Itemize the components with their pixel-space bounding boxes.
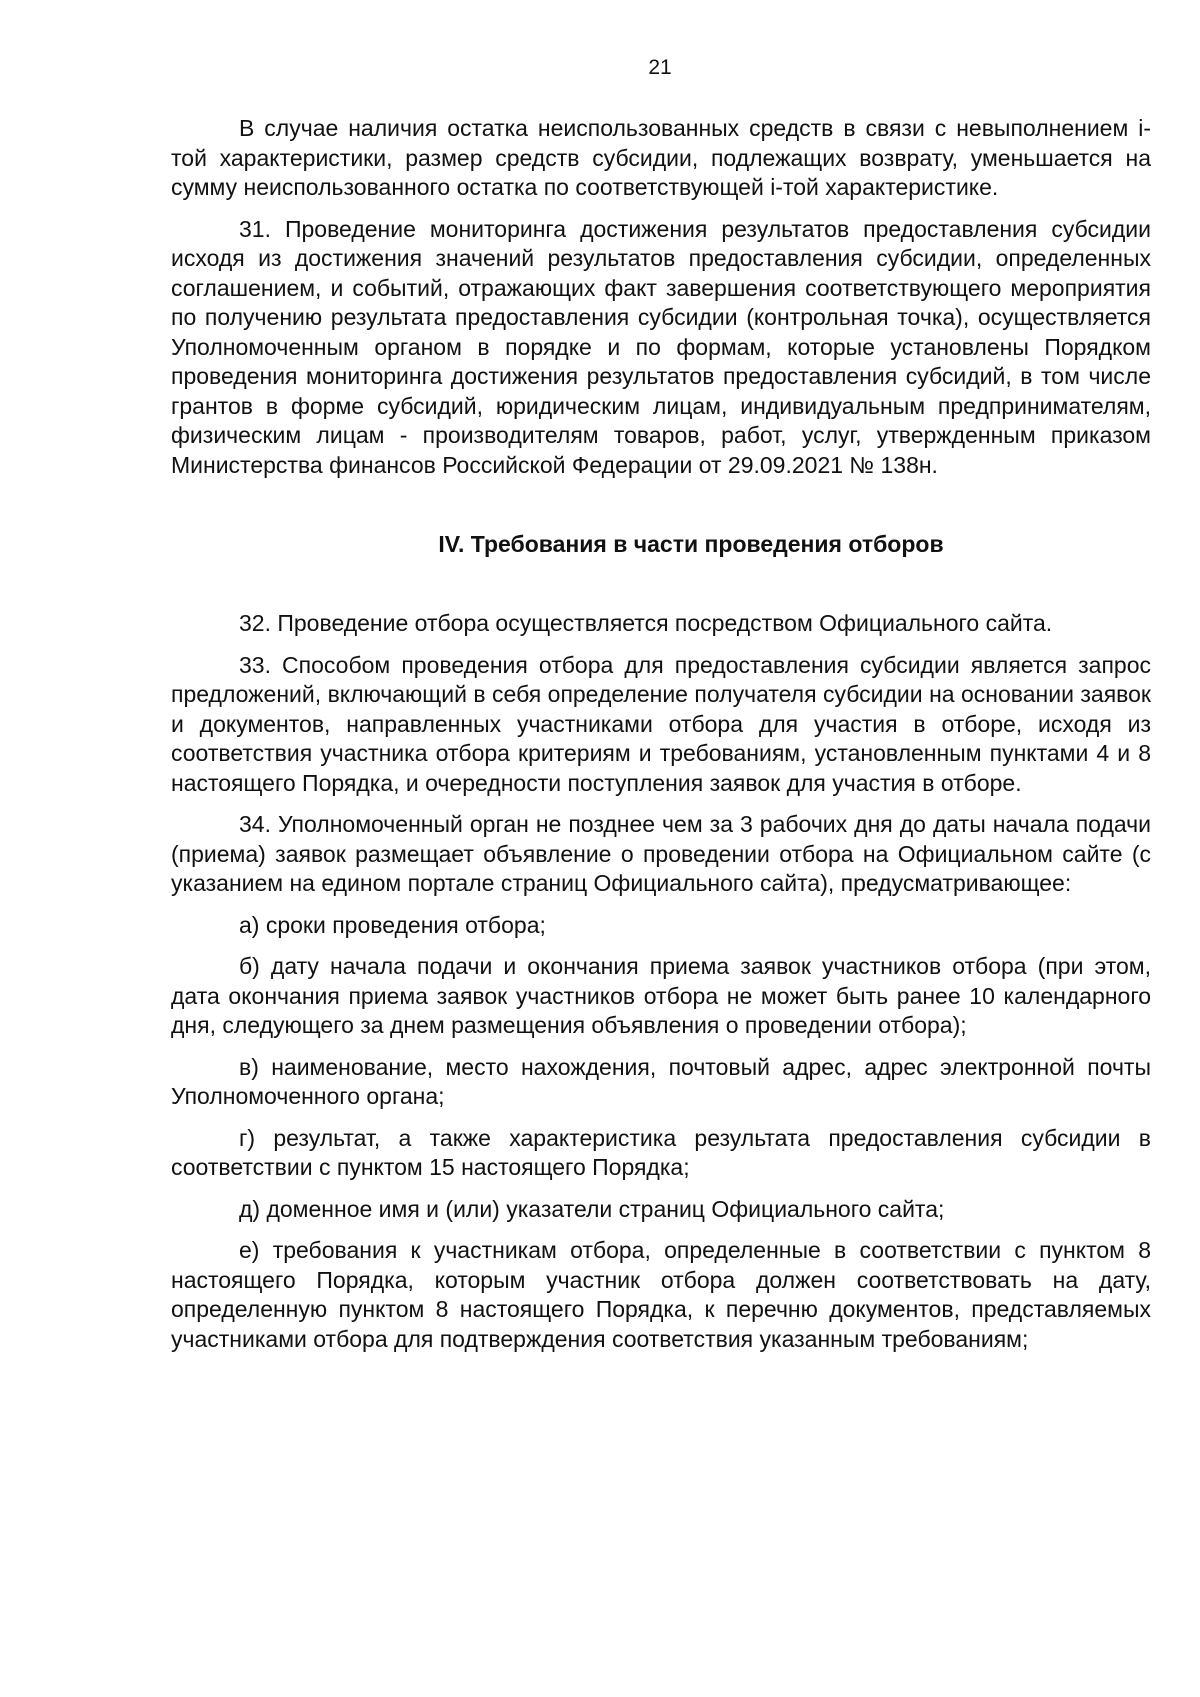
document-body bbox=[171, 114, 1151, 1366]
list-item-e: е) требования к участникам отбора, определенные в соответствии с пунктом 8 настоящего Порядка, которым участник отбора должен соответствовать на дату, определенную пунктом 8 настоящего Порядка, к перечню документов, представляемых участниками отбора для подтверждения соответствия указанным требованиям; bbox=[171, 1237, 1151, 1352]
paragraph-32: 32. Проведение отбора осуществляется посредством Официального сайта. bbox=[239, 610, 1053, 636]
section-heading: IV. Требования в части проведения отборов bbox=[438, 531, 944, 557]
page-number: 21 bbox=[648, 56, 672, 79]
list-item-v: в) наименование, место нахождения, почтовый адрес, адрес электронной почты Уполномоченного органа; bbox=[171, 1053, 1151, 1109]
list-item-g: г) результат, а также характеристика результата предоставления субсидии в соответствии с пунктом 15 настоящего Порядка; bbox=[171, 1124, 1151, 1180]
list-item-d: д) доменное имя и (или) указатели страниц Официального сайта; bbox=[239, 1195, 945, 1222]
list-item-a: а) сроки проведения отбора; bbox=[239, 911, 546, 938]
paragraph-33: 33. Способом проведения отбора для предоставления субсидии является запрос предложений, включающий в себя определение получателя субсидии на основании заявок и документов, направленных участниками отбора для участия в отборе, исходя из соответствия участника отбора критериям и требованиям, установленным пунктами 4 и 8 настоящего Порядка, и очередности поступления заявок для участия в отборе. bbox=[171, 651, 1151, 796]
paragraph-31-monitoring: 31. Проведение мониторинга достижения результатов предоставления субсидии исходя из достижения значений результатов предоставления субсидии, определенных соглашением, и событий, отражающих факт завершения соответствующего мероприятия по получению результата предоставления субсидии (контрольная точка), осуществляется Уполномоченным органом в порядке и по формам, которые установлены Порядком проведения мониторинга достижения результатов предоставления субсидий, в том числе грантов в форме субсидий, юридическим лицам, индивидуальным предпринимателям, физическим лицам - производителям товаров, работ, услуг, утвержденным приказом Министерства финансов Российской Федерации от 29.09.2021 № 138н. bbox=[171, 215, 1151, 478]
paragraph-34: 34. Уполномоченный орган не позднее чем за 3 рабочих дня до даты начала подачи (приема) заявок размещает объявление о проведении отбора на Официальном сайте (с указанием на едином портале страниц Официального сайта), предусматривающее: bbox=[171, 811, 1151, 896]
list-item-b: б) дату начала подачи и окончания приема заявок участников отбора (при этом, дата окончания приема заявок участников отбора не может быть ранее 10 календарного дня, следующего за днем размещения объявления о проведении отбора); bbox=[171, 953, 1151, 1038]
paragraph-residual-funds: В случае наличия остатка неиспользованных средств в связи с невыполнением i-той характеристики, размер средств субсидии, подлежащих возврату, уменьшается на сумму неиспользованного остатка по соответствующей i-той характеристике. bbox=[171, 115, 1151, 200]
